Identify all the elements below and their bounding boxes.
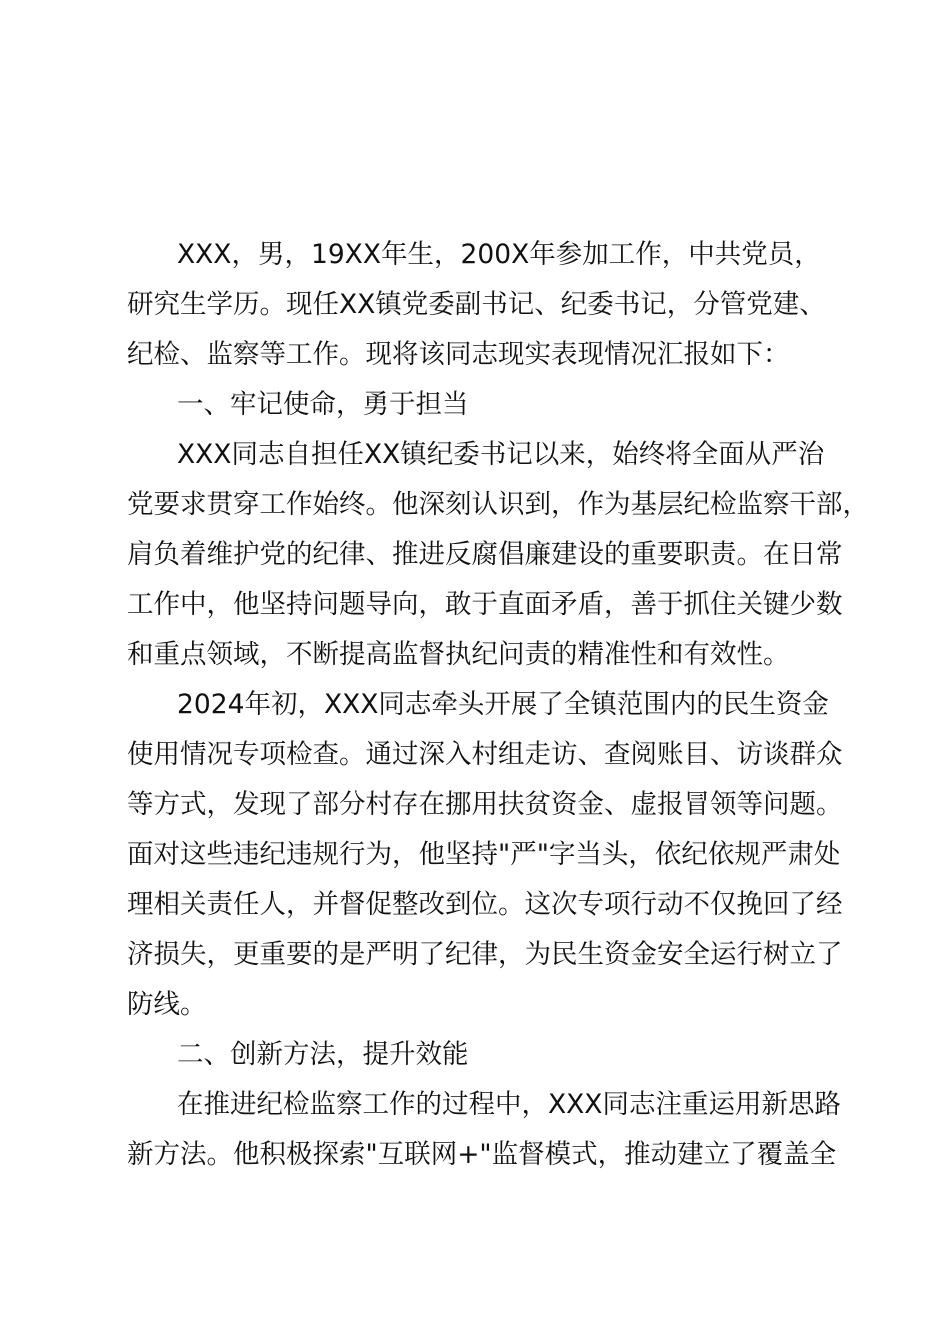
paragraph-4-line-1: 在推进纪检监察工作的过程中，XXX同志注重运用新思路 <box>177 1089 841 1120</box>
paragraph-3-line-1: 2024年初，XXX同志牵头开展了全镇范围内的民生资金 <box>177 689 829 720</box>
paragraph-2-line-5: 和重点领域，不断提高监督执纪问责的精准性和有效性。 <box>127 639 790 670</box>
paragraph-3-line-2: 使用情况专项检查。通过深入村组走访、查阅账目、访谈群众 <box>127 739 843 770</box>
section-heading-1: 一、牢记使命，勇于担当 <box>177 389 469 420</box>
paragraph-3-line-7: 防线。 <box>127 989 207 1020</box>
paragraph-3-line-3: 等方式，发现了部分村存在挪用扶贫资金、虚报冒领等问题。 <box>127 789 843 820</box>
paragraph-2-line-1: XXX同志自担任XX镇纪委书记以来，始终将全面从严治 <box>177 439 825 470</box>
paragraph-3-line-6: 济损失，更重要的是严明了纪律，为民生资金安全运行树立了 <box>127 939 843 970</box>
paragraph-1-line-2: 研究生学历。现任XX镇党委副书记、纪委书记，分管党建、 <box>127 289 826 320</box>
paragraph-3-line-5: 理相关责任人，并督促整改到位。这次专项行动不仅挽回了经 <box>127 889 843 920</box>
paragraph-2-line-4: 工作中，他坚持问题导向，敢于直面矛盾，善于抓住关键少数 <box>127 589 843 620</box>
paragraph-2-line-2: 党要求贯穿工作始终。他深刻认识到，作为基层纪检监察干部， <box>127 489 869 520</box>
paragraph-3-line-4: 面对这些违纪违规行为，他坚持"严"字当头，依纪依规严肃处 <box>127 839 841 870</box>
paragraph-1-line-1: XXX，男，19XX年生，200X年参加工作，中共党员， <box>177 239 821 270</box>
section-heading-2: 二、创新方法，提升效能 <box>177 1039 469 1070</box>
paragraph-1-line-3: 纪检、监察等工作。现将该同志现实表现情况汇报如下： <box>127 339 790 370</box>
paragraph-4-line-2: 新方法。他积极探索"互联网+"监督模式，推动建立了覆盖全 <box>127 1139 837 1170</box>
paragraph-2-line-3: 肩负着维护党的纪律、推进反腐倡廉建设的重要职责。在日常 <box>127 539 843 570</box>
